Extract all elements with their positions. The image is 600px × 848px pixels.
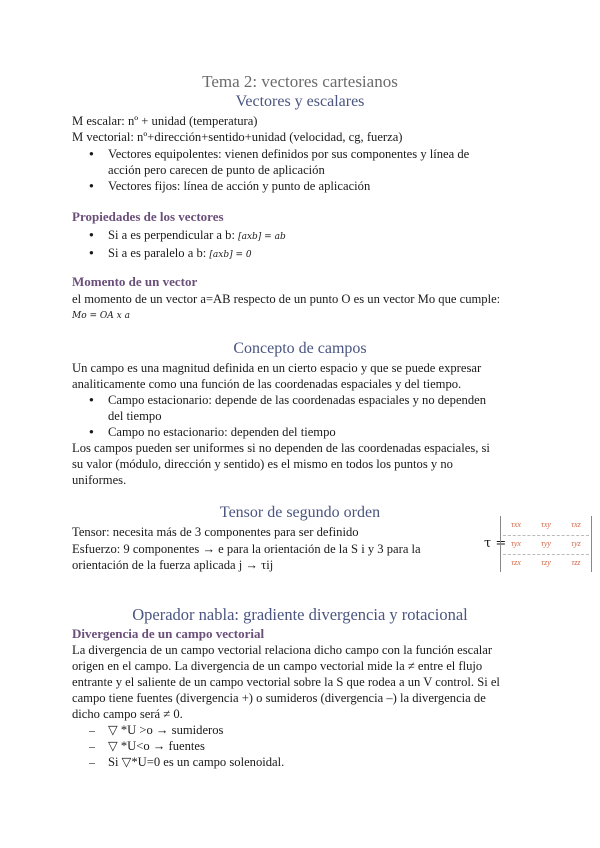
- divider: [503, 554, 589, 555]
- text-divergencia-2: origen en el campo. La divergencia de un campo vectorial mide la ≠ entre el flujo: [72, 659, 483, 673]
- heading-tensor: Tensor de segundo orden: [219, 504, 381, 521]
- tensor-cell: τyx: [511, 539, 521, 548]
- tensor-cell: τzx: [511, 558, 521, 567]
- tensor-grid: [500, 516, 592, 572]
- bullet-estacionario-line1: Campo estacionario: depende de las coordenadas espaciales y no dependen: [108, 393, 487, 407]
- text-m-escalar: M escalar: nº + unidad (temperatura): [72, 114, 258, 128]
- text-uniformes-2: su valor (módulo, dirección y sentido) es el mismo en todos los puntos y no: [72, 457, 453, 471]
- page-title: Tema 2: vectores cartesianos: [202, 72, 398, 91]
- tensor-cell: τyy: [541, 539, 551, 548]
- tensor-cell: τzy: [541, 558, 551, 567]
- list-item: ● Vectores fijos: línea de acción y punto de aplicación: [72, 178, 532, 194]
- prop-paralelo-math: [axb] = 0: [209, 250, 252, 260]
- list-item: – ▽ *U<o → fuentes: [72, 738, 532, 754]
- list-divergencia: [72, 722, 532, 770]
- prop-perpendicular-text: Si a es perpendicular a b:: [108, 228, 239, 242]
- heading-momento: Momento de un vector: [72, 274, 198, 289]
- list-item: [72, 245, 532, 263]
- tensor-cell: τxz: [571, 520, 581, 529]
- text-divergencia-3: entrante y el saliente de un campo vectorial sobre la S que rodea a un V control. Si el: [72, 675, 500, 689]
- text-campo-def-1: Un campo es una magnitud definida en un cierto espacio y que se puede expresar: [72, 361, 482, 375]
- tensor-cell: τzz: [571, 558, 581, 567]
- list-item: [72, 146, 532, 178]
- text-divergencia-4: campo tiene fuentes (divergencia +) o sumideros (divergencia –) la divergencia de: [72, 691, 486, 705]
- text-divergencia-5: dicho campo será ≠ 0.: [72, 707, 183, 721]
- list-vector-types: [72, 146, 532, 194]
- divider: [503, 535, 589, 536]
- tensor-cell: τxy: [541, 520, 551, 529]
- heading-operador-nabla: Operador nabla: gradiente divergencia y rotacional: [132, 605, 468, 624]
- heading-propiedades: Propiedades de los vectores: [72, 209, 224, 224]
- math-momento: Mo = OA x a: [72, 311, 130, 321]
- text-esfuerzo-1: Esfuerzo: 9 componentes → e para la orientación de la S i y 3 para la: [72, 542, 421, 556]
- tensor-matrix: [484, 514, 596, 574]
- text-uniformes-3: uniformes.: [72, 473, 127, 487]
- text-tensor-def: Tensor: necesita más de 3 componentes para ser definido: [72, 525, 359, 539]
- tensor-label: τ =: [484, 536, 507, 551]
- text-momento: el momento de un vector a=AB respecto de un punto O es un vector Mo que cumple:: [72, 292, 501, 306]
- list-item: – Si ▽*U=0 es un campo solenoidal.: [72, 754, 532, 770]
- text-campo-def-2: analiticamente como una función de las coordenadas espaciales y del tiempo.: [72, 377, 462, 391]
- list-item: – ▽ *U >o → sumideros: [72, 722, 532, 738]
- text-esfuerzo-2: orientación de la fuerza aplicada j → τij: [72, 558, 274, 572]
- prop-perpendicular-math: [axb] = ab: [238, 232, 286, 242]
- text-m-vectorial: M vectorial: nº+dirección+sentido+unidad (velocidad, cg, fuerza): [72, 130, 403, 144]
- list-item: [72, 392, 532, 424]
- list-item: ● Campo no estacionario: dependen del tiempo: [72, 424, 532, 440]
- heading-concepto-campos: Concepto de campos: [233, 340, 367, 357]
- bullet-equipolentes-line1: Vectores equipolentes: vienen definidos por sus componentes y línea de: [108, 147, 470, 161]
- list-propiedades: [72, 227, 532, 263]
- text-uniformes-1: Los campos pueden ser uniformes si no dependen de las coordenadas espaciales, si: [72, 441, 490, 455]
- heading-divergencia: Divergencia de un campo vectorial: [72, 626, 265, 641]
- prop-paralelo-text: Si a es paralelo a b:: [108, 246, 210, 260]
- bullet-estacionario-line2: del tiempo: [108, 409, 162, 423]
- tensor-cell: τyz: [571, 539, 581, 548]
- tensor-cell: τxx: [511, 520, 521, 529]
- list-campos: [72, 392, 532, 440]
- text-divergencia-1: La divergencia de un campo vectorial relaciona dicho campo con la función escalar: [72, 643, 493, 657]
- list-item: [72, 227, 532, 245]
- heading-vectores-escalares: Vectores y escalares: [235, 93, 365, 110]
- bullet-equipolentes-line2: acción pero carecen de punto de aplicación: [108, 163, 325, 177]
